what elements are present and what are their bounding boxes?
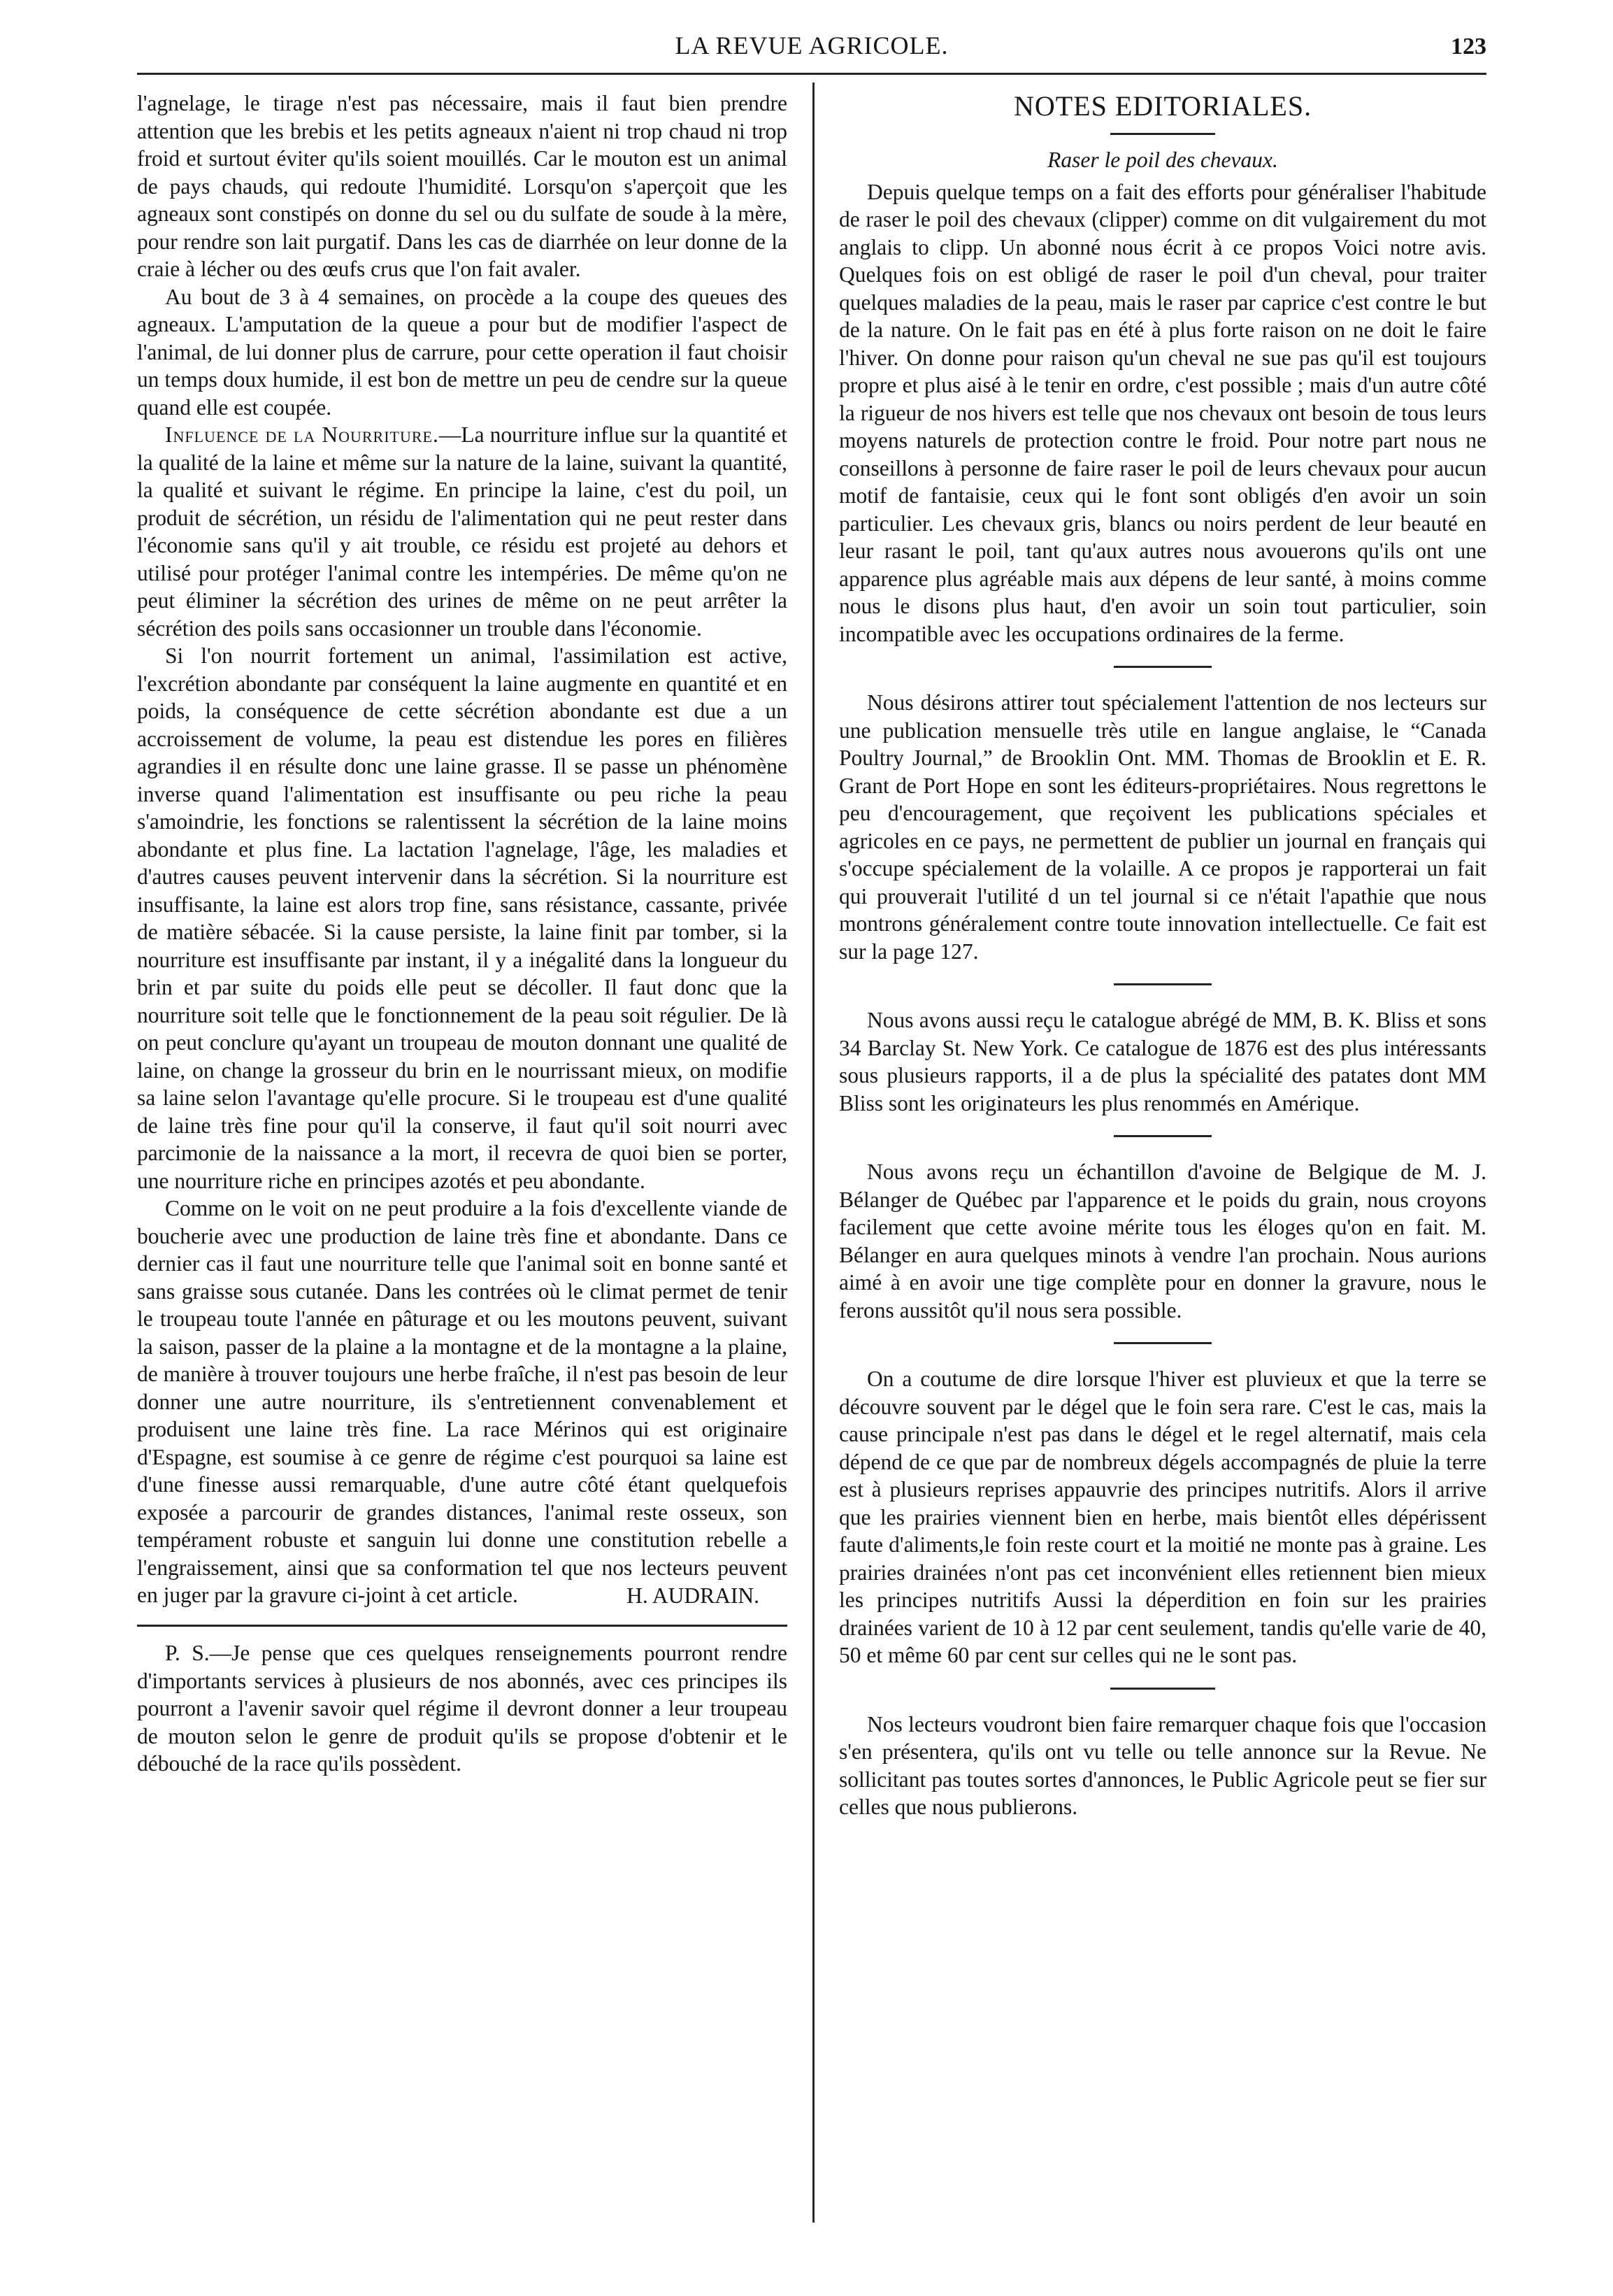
article-paragraph: l'agnelage, le tirage n'est pas nécessaire, mais il faut bien prendre attention que les brebis et les petits agneaux n'aient ni trop chaud ni trop froid et surtout éviter qu'ils soient mouillés. Car le mouton est un animal de pays chauds, qui redoute l'humidité. Lorsqu'on s'aperçoit que les agneaux sont constipés on donne du sel ou du sulfate de soude à la mère, pour rendre son lait purgatif. Dans les cas de diarrhée on leur donne de la craie à lécher ou des œufs crus que l'on fait avaler. — [137, 91, 787, 281]
journal-title: LA REVUE AGRICOLE. — [675, 31, 949, 59]
column-divider — [812, 83, 815, 2223]
editorial-note: Depuis quelque temps on a fait des efforts pour généraliser l'habitude de raser le poil des chevaux (clipper) comme on dit vulgairement du mot anglais to clipp. Un abonné nous écrit à ce propos Voici notre avis. Quelques fois on est obligé de raser le poil d'un cheval, pour traiter quelques maladies de la peau, mais le raser par caprice c'est contre le but de la nature. On le fait pas en été à plus forte raison on ne doit le faire l'hiver. On donne pour raison qu'un cheval ne sue pas qu'il est toujours propre et plus aisé à le tenir en ordre, c'est possible ; mais d'un autre côté la rigueur de nos hivers est telle que nos chevaux ont besoin de tous leurs moyens naturels de protection contre le froid. Pour notre part nous ne conseillons à personne de faire raser le poil de leurs chevaux pour aucun motif de fantaisie, ceux qui le font sont obligés d'en avoir un soin particulier. Les chevaux gris, blancs ou noirs perdent de leur beauté en leur rasant le poil, tant qu'aux autres nous avouerons qu'ils ont une apparence plus agréable mais aux dépens de leur santé, à moins comme nous le disons plus haut, d'en avoir un soin tout particulier, soin incompatible avec les occupations ordinaires de la ferme. — [839, 179, 1486, 646]
note-separator — [1110, 1688, 1215, 1690]
title-rule — [1110, 133, 1215, 135]
editorial-note: On a coutume de dire lorsque l'hiver est pluvieux et que la terre se découvre souvent par le dégel que le foin sera rare. C'est le cas, mais la cause principale n'est pas dans le dégel et le regel alternatif, mais cela dépend de ce que par de nombreux dégels accompagnés de pluie la terre est à plusieurs reprises appauvrie des principes nutritifs. Alors il arrive que les prairies viennent bien en herbe, mais bientôt elles dépérissent faute d'aliments,le foin reste court et la moitié ne monte pas à graine. Les prairies drainées n'ont pas cet inconvénient elles retiennent bien mieux les principes nutritifs Aussi la déperdition en foin sur les prairies drainées varient de 10 à 12 par cent seulement, tandis qu'elle varie de 40, 50 et même 60 par cent sur celles qui ne le sont pas. — [839, 1367, 1486, 1667]
editorial-note: Nos lecteurs voudront bien faire remarquer chaque fois que l'occasion s'en présentera, qu'ils ont vu telle ou telle annonce sur la Revue. Ne sollicitant pas toutes sortes d'annonces, le Public Agricole peut se fier sur celles que nous publierons. — [839, 1711, 1486, 1819]
header-rule — [137, 73, 1486, 75]
author-signature: H. AUDRAIN. — [626, 1583, 759, 1608]
article-paragraph: Au bout de 3 à 4 semaines, on procède a la coupe des queues des agneaux. L'amputation de la queue a pour but de modifier l'aspect de l'animal, de lui donner plus de carrure, pour cette operation il faut choisir un temps doux humide, il est bon de mettre un peu de cendre sur la queue quand elle est coupée. — [137, 284, 787, 420]
editorial-note: Nous avons reçu un échantillon d'avoine de Belgique de M. J. Bélanger de Québec par l'apparence et le poids du grain, nous croyons facilement que cette avoine mérite tous les éloges qu'on en fait. M. Bélanger en aura quelques minots à vendre l'an prochain. Nous aurions aimé à en avoir une tige complète pour en donner la gravure, nous le ferons aussitôt qu'il nous sera possible. — [839, 1160, 1486, 1322]
note-subtitle: Raser le poil des chevaux. — [1047, 148, 1278, 172]
page-header — [137, 31, 1486, 67]
article-paragraph: Si l'on nourrit fortement un animal, l'assimilation est active, l'excrétion abondante par conséquent la laine augmente en quantité et en poids, la conséquence de cette sécrétion abondante est due a un accroissement de volume, la peau est distendue les pores en filières agrandies il en résulte donc une laine grasse. Il se passe un phénomène inverse quand l'alimentation est insuffisante ou peu riche la peau s'amoindrie, les fonctions se ralentissent la sécrétion de la laine moins abondante et plus fine. La lactation l'agnelage, l'âge, les maladies et d'autres causes peuvent intervenir dans la sécrétion. Si la nourriture est insuffisante, la laine est alors trop fine, sans résistance, cassante, privée de matière sébacée. Si la cause persiste, la laine finit par tomber, si la nourriture est insuffisante par instant, il y a inégalité dans la longueur du brin et par suite du poids elle peut se décoller. Il faut donc que la nourriture soit telle que le fonctionnement de la peau soit régulier. De là on peut conclure qu'ayant un troupeau de mouton donnant une qualité de laine, on change la grosseur du brin en le nourrissant mieux, on modifie sa laine selon l'avantage qu'elle procure. Si le troupeau est d'une qualité de laine très fine pour qu'il la conserve, il faut qu'il soit nourri avec parcimonie de la naissance a la mort, il recevra de quoi bien se porter, une nourriture riche en principes azotés et peu abondante. — [137, 643, 787, 1193]
page-number: 123 — [1451, 34, 1486, 59]
postscript-text: Je pense que ces quelques renseignements pourront rendre d'importants services à plusieurs de nos abonnés, avec ces principes ils pourront a l'avenir savoir quel régime il devront donner a leur troupeau de mouton selon le genre de produit qu'ils se propose d'obtenir et le débouché de la race qu'ils possèdent. — [137, 1641, 788, 1776]
note-separator — [1114, 666, 1212, 668]
left-column — [137, 90, 787, 1778]
postscript-label: P. S.— — [165, 1641, 232, 1665]
note-separator — [1114, 983, 1212, 985]
note-separator — [1114, 1135, 1212, 1137]
article-paragraph: Comme on le voit on ne peut produire a la fois d'excellente viande de boucherie avec une production de laine très fine et abondante. Dans ce dernier cas il faut une nourriture telle que l'animal soit en bonne santé et sans graisse sous cutanée. Dans les contrées où le climat permet de tenir le troupeau toute l'année en pâturage et ou les moutons peuvent, suivant la saison, passer de la plaine a la montagne et de la montagne a la plaine, de manière à trouver toujours une herbe fraîche, il n'est pas besoin de leur donner une autre nourriture, ils s'entretiennent convenablement et produisent une laine très fine. La race Mérinos qui est originaire d'Espagne, est soumise à ce genre de régime c'est pourquoi sa laine est d'une finesse aussi remarquable, d'une autre côté étant quelquefois exposée a parcourir de grandes distances, l'animal reste osseux, son tempérament robuste et sanguin lui donne une constitution rebelle a l'engraissement, ainsi que sa conformation tel que nos lecteurs peuvent en juger par la gravure ci-joint à cet article. — [137, 1196, 787, 1607]
section-heading-nourriture: Influence de la Nourriture. — [165, 422, 439, 447]
article-paragraph — [137, 421, 787, 642]
postscript — [137, 1639, 787, 1778]
notes-section-title: NOTES EDITORIALES. — [1013, 90, 1312, 122]
editorial-note: Nous avons aussi reçu le catalogue abrégé de MM, B. K. Bliss et sons 34 Barclay St. New York. Ce catalogue de 1876 est des plus intéressants sous plusieurs rapports, il a de plus la spécialité des patates dont MM Bliss sont les originateurs les plus renommés en Amérique. — [839, 1008, 1486, 1115]
paragraph-text: —La nourriture influe sur la quantité et la qualité de la laine et même sur la nature de la laine, suivant la quantité, la qualité et suivant le régime. En principe la laine, c'est du poil, un produit de sécrétion, un résidu de l'alimentation qui ne peut rester dans l'économie sans qu'il y ait trouble, ce résidu est projeté au dehors et utilisé pour protéger l'animal contre les intempéries. De même qu'on ne peut éliminer la sécrétion des urines de même on ne peut arrêter la sécrétion des poils sans occasionner un trouble dans l'économie. — [137, 422, 787, 641]
article-end-rule — [137, 1625, 787, 1627]
editorial-note: Nous désirons attirer tout spécialement l'attention de nos lecteurs sur une publication mensuelle très utile en langue anglaise, le “Canada Poultry Journal,” de Brooklin Ont. MM. Thomas de Brooklin et E. R. Grant de Port Hope en sont les éditeurs-propriétaires. Nous regrettons le peu d'encouragement, que reçoivent les publications spéciales et agricoles en ce pays, ne permettent de publier un journal en français qui s'occupe spécialement de la volaille. A ce propos je rapporterai un fait qui prouverait l'utilité d un tel journal si ce n'était l'apathie que nous montrons généralement contre toute innovation intellectuelle. Ce fait est sur la page 127. — [839, 690, 1486, 964]
right-column — [839, 90, 1486, 1821]
note-separator — [1114, 1342, 1212, 1344]
